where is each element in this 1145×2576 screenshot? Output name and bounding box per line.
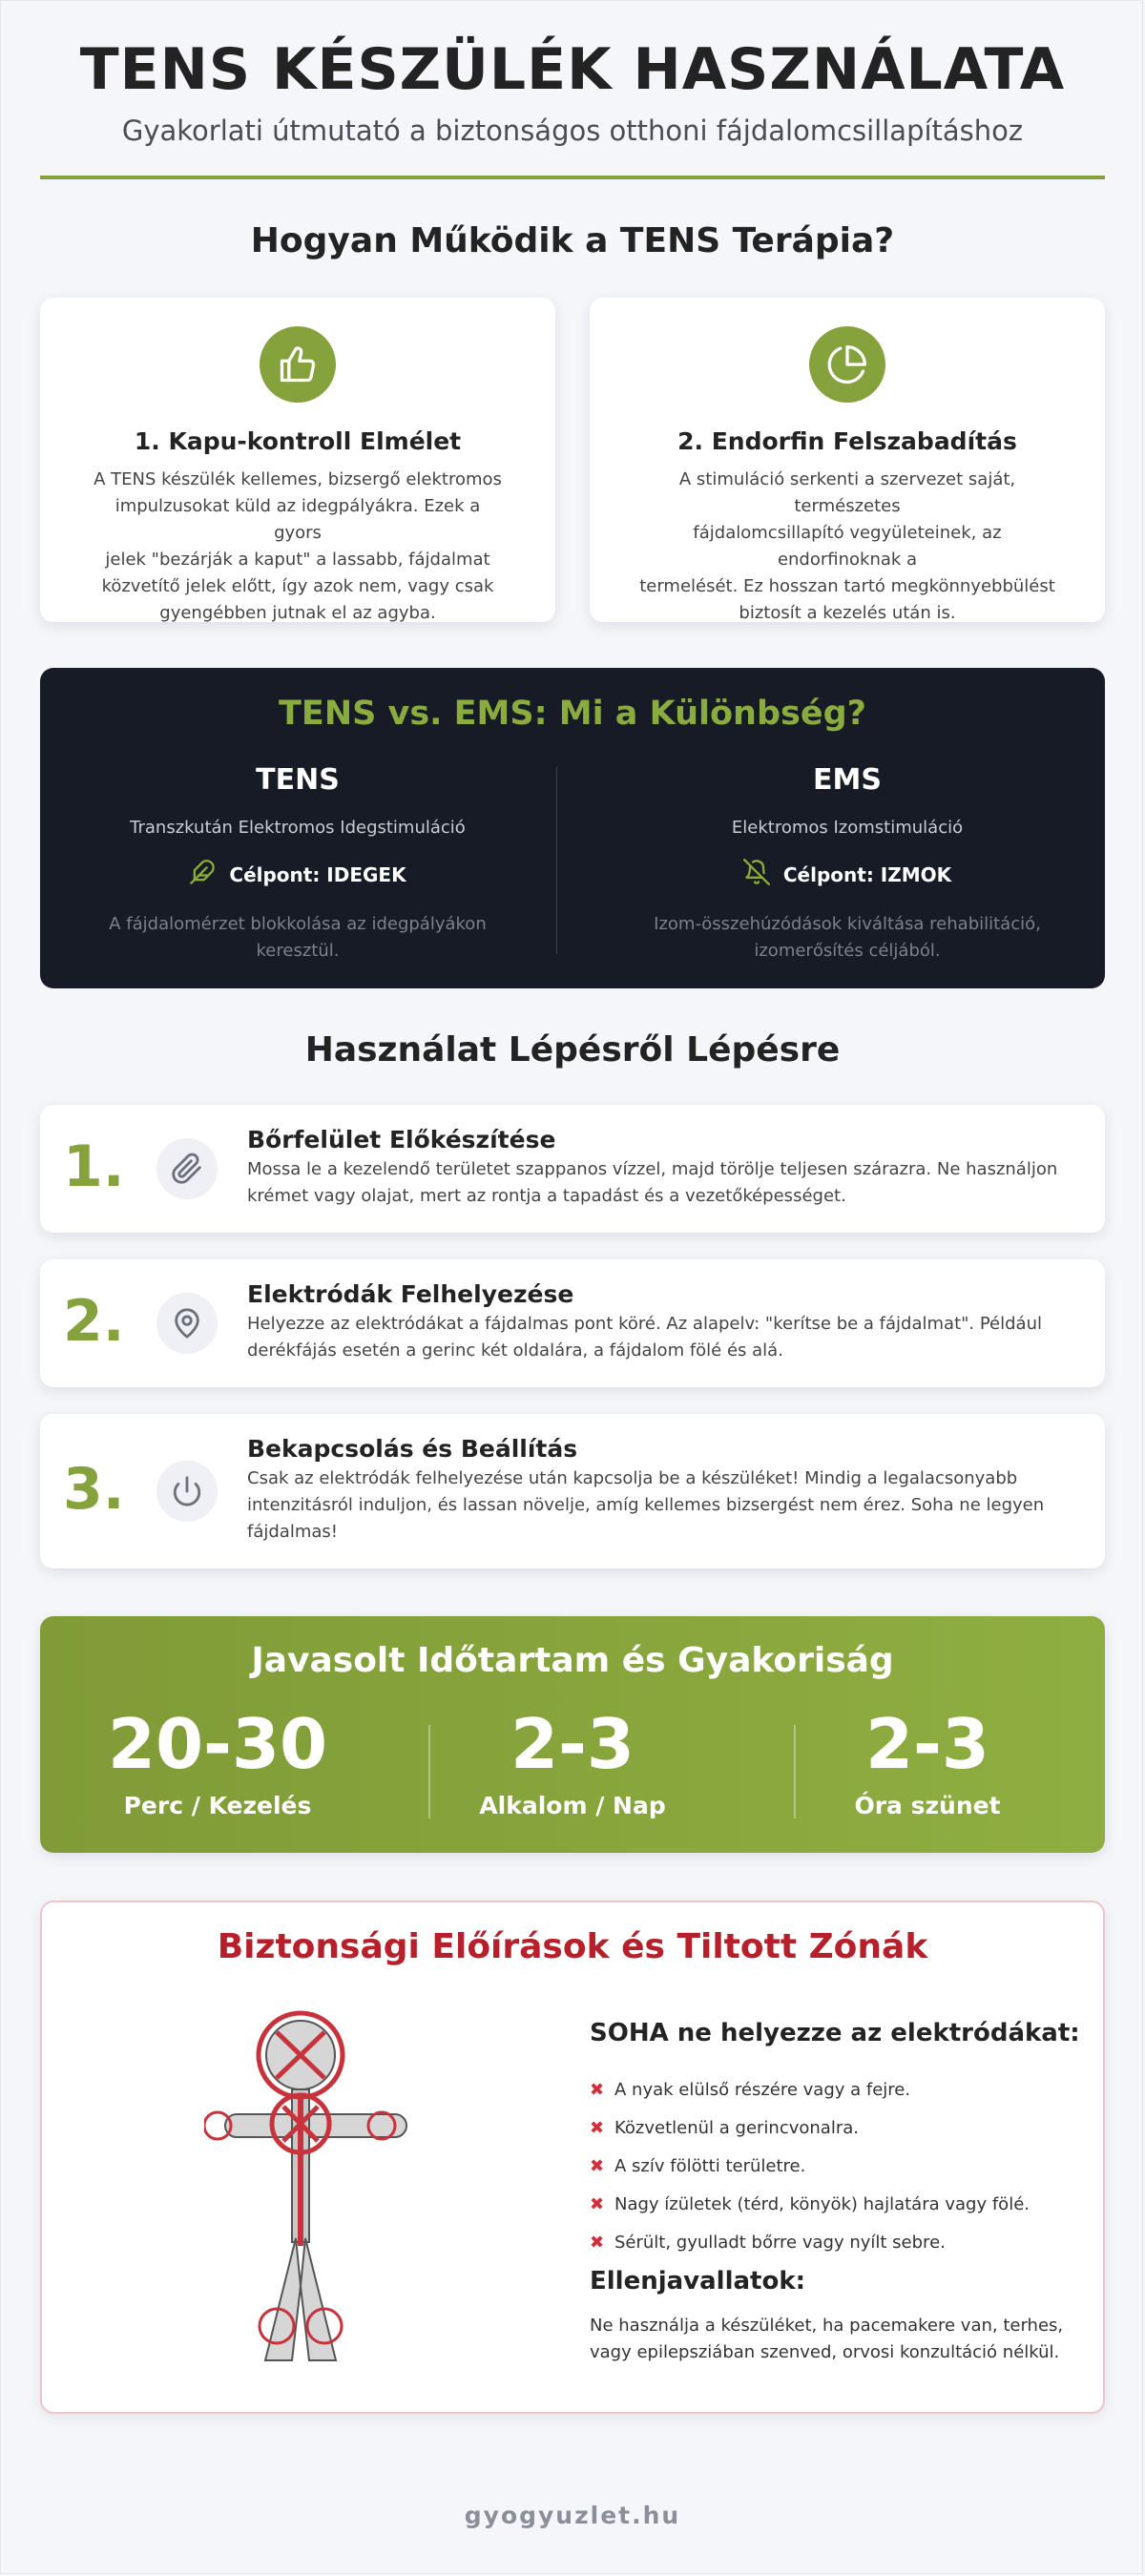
step-number: 2.: [63, 1288, 125, 1355]
map-pin-icon: [156, 1293, 218, 1354]
list-item: ✖ Nagy ízületek (térd, könyök) hajlatára vagy fölé.: [590, 2193, 1030, 2214]
how-card-text: A TENS készülék kellemes, bizsergő elektromos impulzusokat küld az idegpályákra. Ezek a gyors jelek "bezárják a kaput" a lassabb, fájdalmat közvetítő jelek előtt, így azok nem, vagy csak gyengébben jutnak el az agyba.: [94, 469, 502, 623]
stat-label: Perc / Kezelés: [123, 1792, 312, 1819]
thumbs-up-icon: [260, 326, 336, 403]
how-card-endorphin: [590, 298, 1105, 622]
x-mark-icon: ✖: [590, 2079, 605, 2100]
ems-heading: EMS: [813, 763, 882, 797]
safety-title: Biztonsági Előírások és Tiltott Zónák: [217, 1927, 928, 1966]
how-section-title: Hogyan Működik a TENS Terápia?: [250, 221, 895, 260]
power-icon: [156, 1461, 218, 1522]
step-text: Helyezze az elektródákat a fájdalmas pont köré. Az alapelv: "kerítse be a fájdalmat". Például derékfájás esetén a gerinc két oldalára, a fájdalom fölé és alá.: [247, 1314, 1043, 1361]
list-item: ✖ A nyak elülső részére vagy a fejre.: [590, 2079, 911, 2100]
stat-value: 2-3: [510, 1704, 635, 1784]
compare-divider: [556, 767, 557, 954]
step-number: 1.: [63, 1133, 125, 1200]
step-card-1: [40, 1105, 1105, 1233]
stat-value: 2-3: [864, 1704, 990, 1784]
header-divider: [40, 176, 1105, 179]
how-card-gate-control: [40, 298, 555, 622]
tens-full-name: Transzkután Elektromos Idegstimuláció: [130, 818, 466, 838]
step-card-3: [40, 1414, 1105, 1568]
contraindications-title: Ellenjavallatok:: [590, 2267, 806, 2296]
stats-title: Javasolt Időtartam és Gyakoriság: [251, 1641, 894, 1680]
compare-title: TENS vs. EMS: Mi a Különbség?: [279, 695, 866, 733]
x-mark-icon: ✖: [590, 2117, 605, 2138]
ems-target: [590, 859, 1105, 890]
forbidden-zones-figure: [204, 2009, 414, 2385]
x-mark-icon: ✖: [590, 2155, 605, 2176]
feather-icon: [189, 859, 216, 890]
tens-column: [40, 763, 555, 965]
duration-frequency-panel: [40, 1616, 1105, 1853]
never-place-title: SOHA ne helyezze az elektródákat:: [590, 2019, 1080, 2047]
paperclip-icon: [156, 1138, 218, 1199]
tens-heading: TENS: [256, 763, 340, 797]
stat-break: [750, 1704, 1105, 1819]
steps-section-title: Használat Lépésről Lépésre: [304, 1030, 841, 1070]
step-text: Mossa le a kezelendő területet szappanos vízzel, majd törölje teljesen szárazra. Ne használjon krémet vagy olajat, mert az rontja a tapadást és a vezetőképességet.: [247, 1159, 1058, 1206]
stat-value: 20-30: [107, 1704, 328, 1784]
ems-target-label: Célpont: IZMOK: [782, 862, 952, 886]
tens-vs-ems-panel: [40, 668, 1105, 988]
step-card-2: [40, 1259, 1105, 1387]
tens-target-label: Célpont: IDEGEK: [229, 862, 406, 886]
tens-target: [40, 859, 555, 890]
safety-panel: [40, 1901, 1105, 2414]
page-subtitle: Gyakorlati útmutató a biztonságos otthoni fájdalomcsillapításhoz: [121, 114, 1024, 147]
forbidden-zones-list: [590, 2070, 1030, 2261]
stat-label: Alkalom / Nap: [479, 1792, 666, 1819]
step-text: Csak az elektródák felhelyezése után kapcsolja be a készüléket! Mindig a legalacsonyabb intenzitásról induljon, és lassan növelje, amíg kellemes bizsergést nem érez. Soha ne legyen fájdalmas!: [247, 1468, 1045, 1542]
contraindications-text: Ne használja a készüléket, ha pacemakere van, terhes, vagy epilepsziában szenved, orvosi konzultáció nélkül.: [590, 2316, 1064, 2362]
step-title: Elektródák Felhelyezése: [247, 1280, 574, 1308]
list-item: ✖ Sérült, gyulladt bőrre vagy nyílt sebre.: [590, 2232, 946, 2253]
step-number: 3.: [63, 1456, 125, 1523]
how-card-title: 2. Endorfin Felszabadítás: [677, 427, 1017, 455]
step-title: Bekapcsolás és Beállítás: [247, 1435, 578, 1463]
stat-duration: [40, 1704, 395, 1819]
list-item: ✖ Közvetlenül a gerincvonalra.: [590, 2117, 859, 2138]
x-mark-icon: ✖: [590, 2232, 605, 2253]
how-card-text: A stimuláció serkenti a szervezet saját, természetes fájdalomcsillapító vegyületeinek, az endorfinoknak a termelését. Ez hosszan tartó megkönnyebbülést biztosít a kezelés után is.: [639, 469, 1055, 623]
stat-label: Óra szünet: [854, 1792, 1001, 1819]
ems-description: Izom-összehúzódások kiváltása rehabilitáció, izomerősítés céljából.: [654, 914, 1041, 961]
page-header: [40, 0, 1105, 147]
how-card-title: 1. Kapu-kontroll Elmélet: [134, 427, 462, 455]
footer-site-name: gyogyuzlet.hu: [464, 2502, 681, 2529]
ems-full-name: Elektromos Izomstimuláció: [731, 818, 964, 838]
tens-description: A fájdalomérzet blokkolása az idegpályákon keresztül.: [109, 914, 487, 961]
list-item: ✖ A szív fölötti területre.: [590, 2155, 806, 2176]
bell-off-icon: [743, 859, 770, 890]
x-mark-icon: ✖: [590, 2193, 605, 2214]
stat-frequency: [395, 1704, 750, 1819]
step-title: Bőrfelület Előkészítése: [247, 1126, 556, 1153]
pie-chart-icon: [809, 326, 885, 403]
page-title: TENS KÉSZÜLÉK HASZNÁLATA: [79, 36, 1066, 103]
ems-column: [590, 763, 1105, 965]
